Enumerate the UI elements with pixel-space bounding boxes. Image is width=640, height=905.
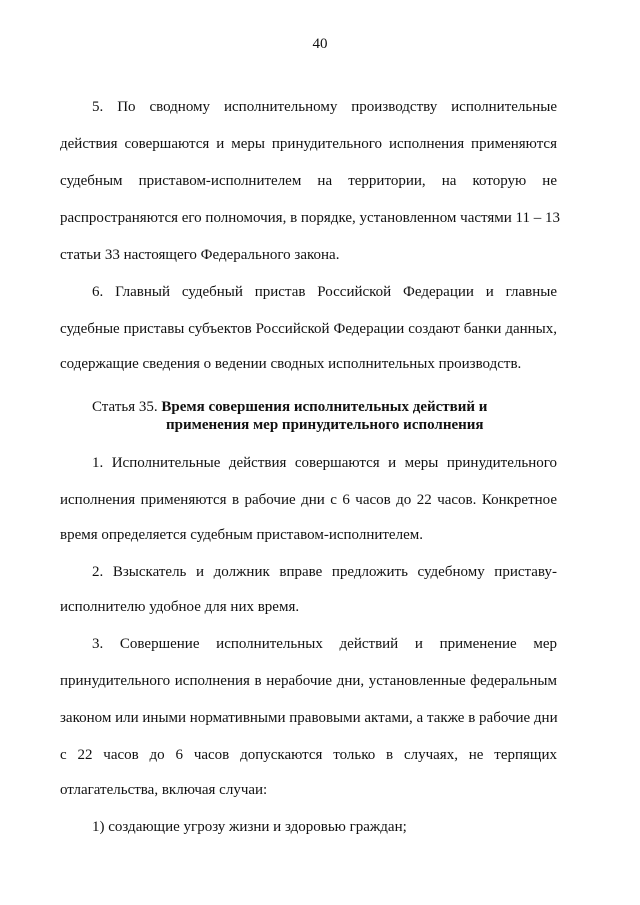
paragraph-5-line-4: распространяются его полномочия, в порядке, установленном частями 11 – 13 <box>60 210 560 226</box>
article-heading <box>92 398 487 416</box>
paragraph-5-line-1: 5. По сводному исполнительному производству исполнительные <box>92 99 557 115</box>
part-1-line-3: время определяется судебным приставом-исполнителем. <box>60 527 423 543</box>
paragraph-6-line-2: судебные приставы субъектов Российской Федерации создают банки данных, <box>60 321 557 337</box>
page-number: 40 <box>312 36 328 52</box>
paragraph-5-line-5: статьи 33 настоящего Федерального закона. <box>60 247 340 263</box>
part-3-line-2: принудительного исполнения в нерабочие дни, установленные федеральным <box>60 673 557 689</box>
part-1-line-2: исполнения применяются в рабочие дни с 6 часов до 22 часов. Конкретное <box>60 492 557 508</box>
article-title-line-1: Время совершения исполнительных действий и <box>161 399 488 415</box>
part-3-line-1: 3. Совершение исполнительных действий и применение мер <box>92 636 557 652</box>
part-2-line-2: исполнителю удобное для них время. <box>60 599 300 615</box>
paragraph-5-line-3: судебным приставом-исполнителем на территории, на которую не <box>60 173 557 189</box>
part-3-line-3: законом или иными нормативными правовыми актами, а также в рабочие дни <box>60 710 558 726</box>
paragraph-6-line-1: 6. Главный судебный пристав Российской Федерации и главные <box>92 284 557 300</box>
article-label: Статья 35. <box>92 399 158 415</box>
paragraph-5-line-2: действия совершаются и меры принудительного исполнения применяются <box>60 136 557 152</box>
part-1-line-1: 1. Исполнительные действия совершаются и меры принудительного <box>92 455 557 471</box>
part-3-line-4: с 22 часов до 6 часов допускаются только в случаях, не терпящих <box>60 747 557 763</box>
part-2-line-1: 2. Взыскатель и должник вправе предложить судебному приставу- <box>92 564 557 580</box>
paragraph-6-line-3: содержащие сведения о ведении сводных исполнительных производств. <box>60 356 522 372</box>
part-3-line-5: отлагательства, включая случаи: <box>60 782 268 798</box>
list-item-1: 1) создающие угрозу жизни и здоровью граждан; <box>92 819 407 835</box>
article-title-line-2: применения мер принудительного исполнения <box>166 417 484 433</box>
